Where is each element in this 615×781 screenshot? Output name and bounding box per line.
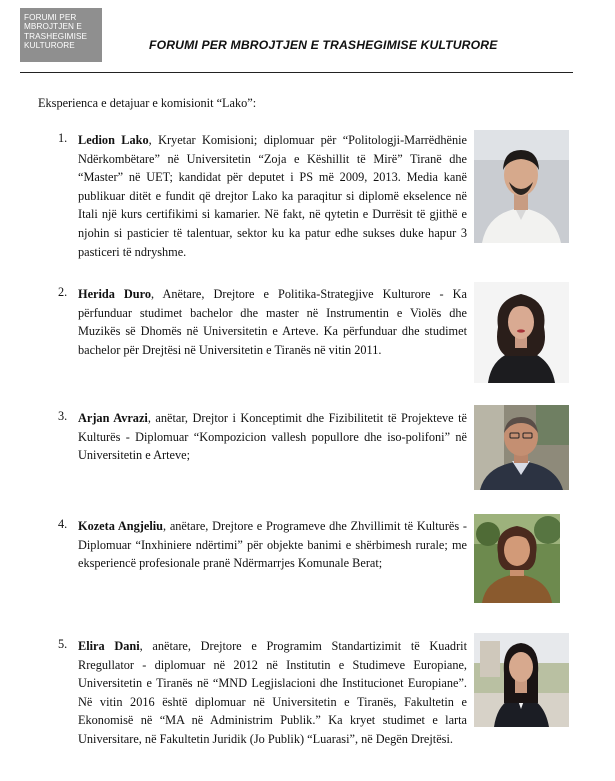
logo-line: MBROJTJEN E xyxy=(24,22,82,32)
member-photo xyxy=(474,514,560,603)
forum-logo xyxy=(20,8,102,62)
member-name: Arjan Avrazi xyxy=(78,411,148,425)
member-text xyxy=(78,285,467,359)
member-description: , Kryetar Komisioni; diplomuar për “Politologji-Marrëdhënie Ndërkombëtare” në Universitetin “Zoja e Këshillit të Mirë” Tiranë dhe “Master” në UET; kandidat për deputet i PS më 2009, 2013. Media kanë publikuar ditët e fundit që drejtor Lako ka paraqitur si diplomë ekselence në Itali një kurs certifikimi si kamarier. Në fakt, në qytetin e Durrësit të gjithë e njohin si pasticier të talentuar, sektor ku ka patur edhe sukses duke hapur 3 pasticeri të ndryshme. xyxy=(78,133,467,259)
member-text xyxy=(78,637,467,749)
member-name: Kozeta Angjeliu xyxy=(78,519,164,533)
intro-heading: Eksperienca e detajuar e komisionit “Lako”: xyxy=(38,96,257,110)
member-number: 2. xyxy=(58,285,68,299)
member-number: 1. xyxy=(58,131,68,145)
page-title: FORUMI PER MBROJTJEN E TRASHEGIMISE KULTURORE xyxy=(149,38,498,52)
member-description: , anëtar, Drejtor i Konceptimit dhe Fizibilitetit të Projekteve të Kulturës - Diplomuar “Kompozicion vallesh popullore dhe iso-polifoni” në Universitetin e Arteve; xyxy=(78,411,467,463)
member-number: 3. xyxy=(58,409,68,423)
member-text xyxy=(78,131,467,261)
member-name: Elira Dani xyxy=(78,639,140,653)
member-text xyxy=(78,409,467,465)
member-description: , anëtare, Drejtore e Programeve dhe Zhvillimit të Kulturës - Diplomuar “Inxhiniere ndërtimi” për objekte banimi e shërbimesh rurale; me eksperiencë profesionale pranë Ndërmarrjes Komunale Berat; xyxy=(78,519,467,571)
member-description: , anëtare, Drejtore e Programim Standartizimit të Kuadrit Rregullator - diplomuar në 2012 në Institutin e Studimeve Europiane, Universitetin e Tiranës në “MND Legjislacioni dhe Institucionet Europiane”. Në vitin 2016 është diplomuar në Universitetin e Tiranës, Fakultetin e Ekonomisë në “MA në Administrim Publik.” Ka kryet studimet e larta Universitare, në Fakultetin Juridik (Jo Publik) “Luarasi”, në Degën Drejtësi. xyxy=(78,639,467,746)
header-divider xyxy=(20,72,573,73)
member-photo xyxy=(474,130,569,243)
logo-line: TRASHEGIMISE xyxy=(24,31,88,41)
member-photo xyxy=(474,405,569,490)
member-description: , Anëtare, Drejtore e Politika-Strategjive Kulturore - Ka përfunduar studimet bachelor dhe master në Instrumentin e Violës dhe Muzikës së Dhomës në Universitetin e Arteve. Ka përfunduar dhe studimet bachelor për Drejtësi në Universitetin e Tiranës në vitin 2011. xyxy=(78,287,467,357)
member-number: 4. xyxy=(58,517,68,531)
member-photo xyxy=(474,282,569,383)
logo-line: KULTURORE xyxy=(24,41,75,51)
member-name: Ledion Lako xyxy=(78,133,149,147)
member-photo xyxy=(474,633,569,727)
logo-line: FORUMI PER xyxy=(24,13,77,22)
member-text xyxy=(78,517,467,573)
member-number: 5. xyxy=(58,637,68,651)
member-name: Herida Duro xyxy=(78,287,152,301)
